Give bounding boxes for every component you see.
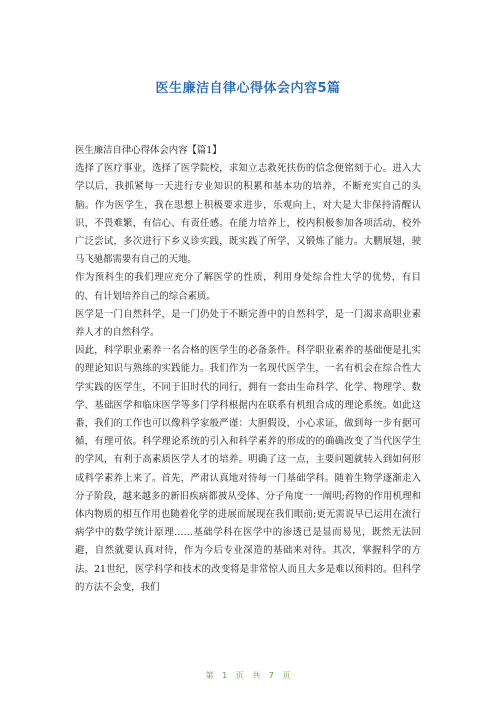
paragraph-3: 医学是一门自然科学，是一门仍处于不断完善中的自然科学，是一门渴求高职业素养人才的自然科学。 <box>75 308 421 339</box>
paragraph-4: 因此，科学职业素养一名合格的医学生的必备条件。科学职业素养的基础便是扎实的理论知识与熟练的实践能力。我们作为一名现代医学生，一名有机会在综合性大学实践的医学生，不同于旧时代的同行，拥有一套由生命科学、化学、物理学、数学、基础医学和临床医学等多门学科根据内在联系有机组合成的理论系统。如此这番，我们的工作也可以像科学家般严谨：大胆假设，小心求证，做到每一步有据可循，有理可依。科学理论系统的引入和科学素养的形成的的确确改变了当代医学生的学风，有利于高素质医学人才的培养。明确了这一点，主要问题就转入到如何形成科学素养上来了。首先，严肃认真地对待每一门基础学科。随着生物学逐渐走入分子阶段，越来越多的新旧疾病都被从受体、分子角度一一阐明;药物的作用机理和体内物质的相互作用也随着化学的进展而展现在我们眼前;更无需说早已运用在流行病学中的数学统计原理……基础学科在医学中的渗透已是显而易见，既然无法回避，自然就要认真对待，作为今后专业深造的基础来对待。其次，掌握科学的方法。21世纪，医学科学和技术的改变将是非常惊人而且大多是难以预料的。但科学的方法不会变，我们 <box>75 345 421 593</box>
section-heading: 医生廉洁自律心得体会内容【篇1】 <box>75 145 222 156</box>
paragraph-1: 选择了医疗事业，选择了医学院校，求知立志救死扶伤的信念便铭刻于心。进入大学以后，我抓紧每一天进行专业知识的积累和基本功的培养，不断充实自己的头脑。作为医学生，我在思想上积极要求进步，乐观向上，对大是大非保持清醒认识，不畏难繁，有信心、有责任感。在能力培养上，校内积极参加各项活动，校外广泛尝试，多次进行下乡义诊实践，既实践了所学，又锻炼了能力。大鹏展翅，驶马飞驰都需要有自己的天地。 <box>75 163 421 266</box>
page-footer: 第 1 页 共 7 页 <box>205 671 291 680</box>
document-body <box>75 142 421 597</box>
paragraph-2: 作为预科生的我们理应充分了解医学的性质，利用身处综合性大学的优势，有目的、有计划培养自己的综合素质。 <box>75 272 421 302</box>
document-title: 医生廉洁自律心得体会内容5篇 <box>155 81 341 96</box>
